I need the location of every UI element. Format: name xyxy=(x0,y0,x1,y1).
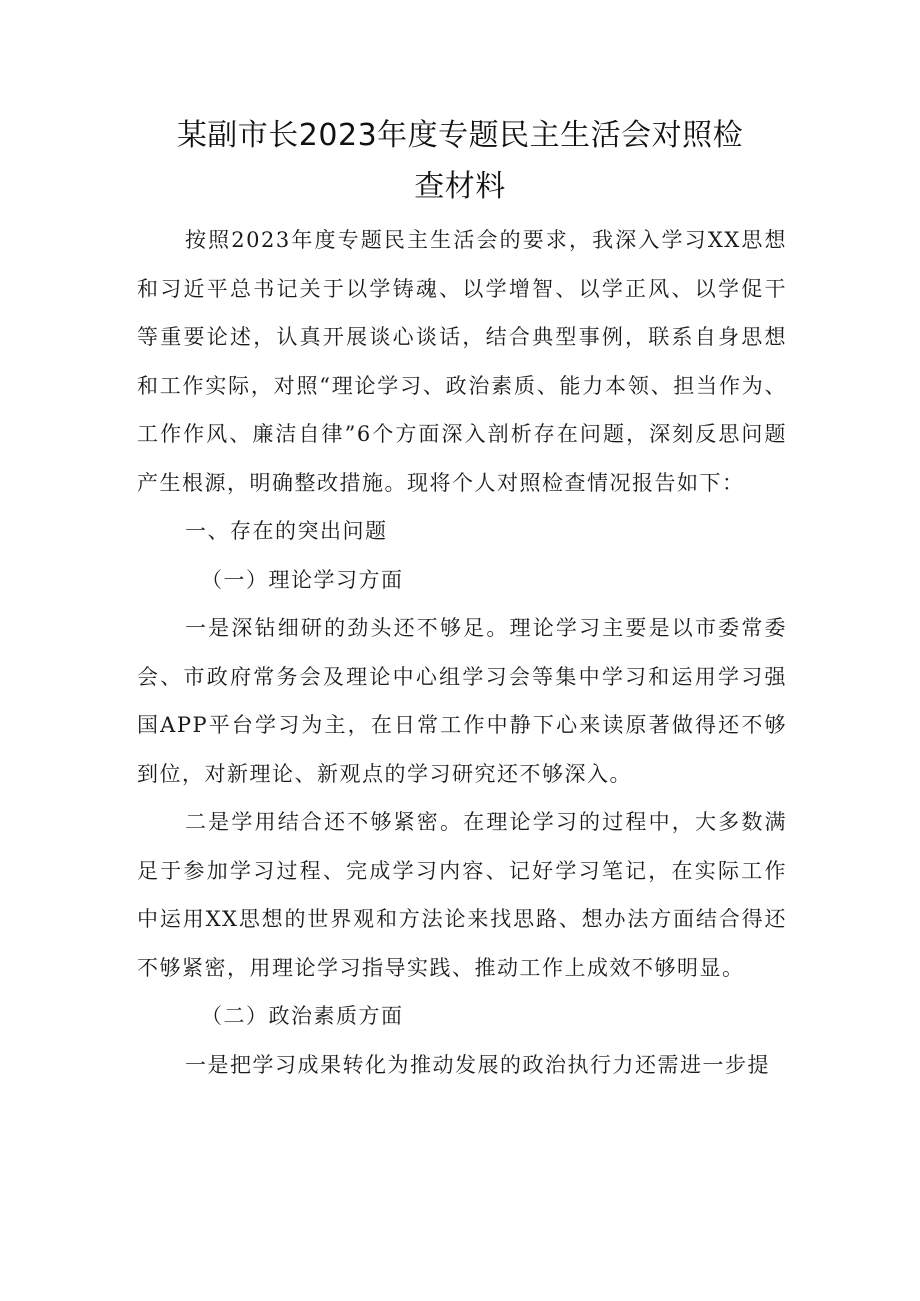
subsection-heading-theory-study: （一）理论学习方面 xyxy=(201,567,404,592)
theory-study-point-2: 二是学用结合还不够紧密。在理论学习的过程中，大多数满足于参加学习过程、完成学习内容、记好学习笔记，在实际工作中运用XX思想的世界观和方法论来找思路、想办法方面结合得还不够紧密，用理论学习指导实践、推动工作上成效不够明显。 xyxy=(137,810,787,980)
political-quality-point-1: 一是把学习成果转化为推动发展的政治执行力还需进一步提 xyxy=(185,1052,770,1077)
intro-paragraph: 按照2023年度专题民主生活会的要求，我深入学习XX思想和习近平总书记关于以学铸魂、以学增智、以学正风、以学促干等重要论述，认真开展谈心谈话，结合典型事例，联系自身思想和工作实际，对照“理论学习、政治素质、能力本领、担当作为、工作作风、廉洁自律”6个方面深入剖析存在问题，深刻反思问题产生根源，明确整改措施。现将个人对照检查情况报告如下： xyxy=(137,228,787,495)
document-title-line-1: 某副市长2023年度专题民主生活会对照检 xyxy=(176,118,744,153)
document-body xyxy=(137,216,787,1089)
section-heading-problems: 一、存在的突出问题 xyxy=(185,519,388,543)
theory-study-point-1: 一是深钻细研的劲头还不够足。理论学习主要是以市委常委会、市政府常务会及理论中心组学习会等集中学习和运用学习强国APP平台学习为主，在日常工作中静下心来读原著做得还不够到位，对新理论、新观点的学习研究还不够深入。 xyxy=(137,616,787,786)
document-title-line-2: 查材料 xyxy=(414,169,506,204)
subsection-heading-political-quality: （二）政治素质方面 xyxy=(201,1004,404,1028)
